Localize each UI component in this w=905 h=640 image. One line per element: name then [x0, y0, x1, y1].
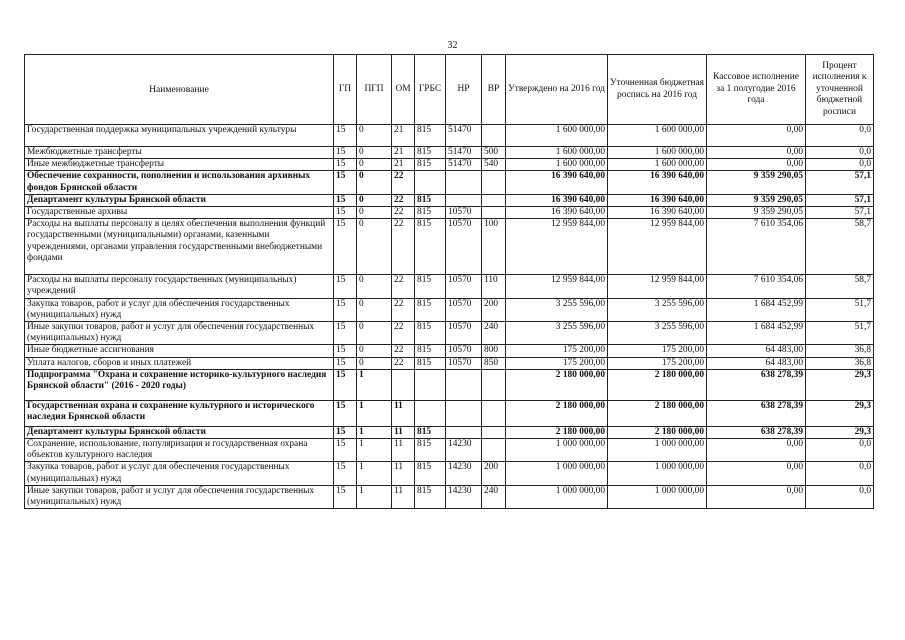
cell-pgp: 0 [357, 159, 392, 171]
cell-refined: 3 255 596,00 [608, 322, 707, 345]
cell-np: 10570 [446, 207, 482, 219]
cell-pgp: 1 [357, 426, 392, 438]
cell-om: 11 [392, 485, 415, 508]
cell-gp: 15 [334, 462, 357, 485]
cell-percent: 57,1 [806, 194, 874, 206]
cell-refined: 2 180 000,00 [608, 400, 707, 426]
cell-np: 10570 [446, 357, 482, 369]
cell-cash: 9 359 290,05 [707, 171, 806, 194]
cell-vr [482, 369, 506, 400]
cell-np: 10570 [446, 345, 482, 357]
cell-pgp: 0 [357, 275, 392, 298]
table-row [25, 345, 874, 357]
cell-percent: 57,1 [806, 207, 874, 219]
cell-percent: 0,0 [806, 147, 874, 159]
cell-gp: 15 [334, 485, 357, 508]
cell-np: 10570 [446, 322, 482, 345]
cell-np [446, 369, 482, 400]
table-row [25, 159, 874, 171]
cell-om: 11 [392, 462, 415, 485]
cell-percent: 0,0 [806, 159, 874, 171]
header-gp: ГП [334, 55, 357, 125]
cell-percent: 0,0 [806, 485, 874, 508]
cell-percent: 29,3 [806, 426, 874, 438]
cell-name: Департамент культуры Брянской области [25, 426, 334, 438]
cell-name: Департамент культуры Брянской области [25, 194, 334, 206]
cell-approved: 175 200,00 [506, 357, 608, 369]
cell-pgp: 0 [357, 147, 392, 159]
cell-name: Закупка товаров, работ и услуг для обеспечения государственных (муниципальных) нужд [25, 462, 334, 485]
cell-approved: 16 390 640,00 [506, 207, 608, 219]
cell-np: 51470 [446, 125, 482, 147]
cell-approved: 12 959 844,00 [506, 275, 608, 298]
cell-refined: 1 000 000,00 [608, 485, 707, 508]
cell-gp: 15 [334, 275, 357, 298]
cell-name: Подпрограмма "Охрана и сохранение историко-культурного наследия Брянской области" (2016 - 2020 годы) [25, 369, 334, 400]
cell-approved: 2 180 000,00 [506, 426, 608, 438]
cell-cash: 9 359 290,05 [707, 207, 806, 219]
header-vr: ВР [482, 55, 506, 125]
cell-name: Государственная охрана и сохранение культурного и исторического наследия Брянской области [25, 400, 334, 426]
cell-refined: 16 390 640,00 [608, 171, 707, 194]
cell-grbs: 815 [415, 125, 446, 147]
cell-np: 14230 [446, 439, 482, 462]
cell-cash: 638 278,39 [707, 369, 806, 400]
cell-vr [482, 400, 506, 426]
cell-cash: 0,00 [707, 125, 806, 147]
cell-om: 22 [392, 322, 415, 345]
header-refined: Уточненная бюджетная роспись на 2016 год [608, 55, 707, 125]
cell-cash: 1 684 452,99 [707, 298, 806, 321]
cell-np: 14230 [446, 485, 482, 508]
cell-refined: 175 200,00 [608, 345, 707, 357]
cell-pgp: 0 [357, 357, 392, 369]
cell-np: 10570 [446, 219, 482, 275]
cell-om: 22 [392, 219, 415, 275]
cell-om: 21 [392, 147, 415, 159]
cell-vr: 100 [482, 219, 506, 275]
cell-grbs: 815 [415, 207, 446, 219]
cell-gp: 15 [334, 219, 357, 275]
cell-cash: 638 278,39 [707, 426, 806, 438]
cell-name: Межбюджетные трансферты [25, 147, 334, 159]
cell-name: Иные бюджетные ассигнования [25, 345, 334, 357]
table-row [25, 462, 874, 485]
cell-grbs: 815 [415, 159, 446, 171]
cell-vr [482, 207, 506, 219]
cell-gp: 15 [334, 357, 357, 369]
cell-gp: 15 [334, 426, 357, 438]
cell-cash: 0,00 [707, 147, 806, 159]
cell-percent: 36,8 [806, 357, 874, 369]
cell-vr [482, 194, 506, 206]
cell-np [446, 426, 482, 438]
cell-cash: 1 684 452,99 [707, 322, 806, 345]
header-approved: Утверждено на 2016 год [506, 55, 608, 125]
cell-gp: 15 [334, 207, 357, 219]
cell-cash: 0,00 [707, 485, 806, 508]
cell-pgp: 1 [357, 400, 392, 426]
cell-pgp: 0 [357, 207, 392, 219]
cell-gp: 15 [334, 194, 357, 206]
cell-gp: 15 [334, 147, 357, 159]
table-row [25, 147, 874, 159]
cell-grbs: 815 [415, 345, 446, 357]
cell-grbs: 815 [415, 357, 446, 369]
cell-pgp: 0 [357, 219, 392, 275]
cell-cash: 7 610 354,06 [707, 219, 806, 275]
cell-name: Уплата налогов, сборов и иных платежей [25, 357, 334, 369]
cell-grbs [415, 400, 446, 426]
cell-grbs: 815 [415, 439, 446, 462]
cell-om: 22 [392, 207, 415, 219]
cell-grbs [415, 171, 446, 194]
cell-gp: 15 [334, 400, 357, 426]
cell-name: Обеспечение сохранности, пополнения и использования архивных фондов Брянской области [25, 171, 334, 194]
header-om: ОМ [392, 55, 415, 125]
cell-pgp: 1 [357, 462, 392, 485]
cell-approved: 3 255 596,00 [506, 298, 608, 321]
cell-cash: 9 359 290,05 [707, 194, 806, 206]
cell-om: 22 [392, 275, 415, 298]
cell-approved: 1 000 000,00 [506, 462, 608, 485]
cell-refined: 12 959 844,00 [608, 275, 707, 298]
cell-pgp: 1 [357, 369, 392, 400]
header-row [25, 55, 874, 125]
header-name: Наименование [25, 55, 334, 125]
cell-refined: 1 000 000,00 [608, 439, 707, 462]
cell-percent: 29,3 [806, 400, 874, 426]
cell-refined: 16 390 640,00 [608, 194, 707, 206]
cell-np [446, 171, 482, 194]
cell-vr: 240 [482, 322, 506, 345]
cell-om: 21 [392, 159, 415, 171]
cell-np: 51470 [446, 159, 482, 171]
table-row [25, 194, 874, 206]
cell-om: 11 [392, 439, 415, 462]
cell-refined: 1 600 000,00 [608, 125, 707, 147]
cell-gp: 15 [334, 298, 357, 321]
cell-vr: 500 [482, 147, 506, 159]
cell-name: Иные межбюджетные трансферты [25, 159, 334, 171]
cell-vr [482, 125, 506, 147]
cell-name: Закупка товаров, работ и услуг для обеспечения государственных (муниципальных) нужд [25, 298, 334, 321]
header-cash: Кассовое исполнение за 1 полугодие 2016 года [707, 55, 806, 125]
cell-om: 22 [392, 171, 415, 194]
cell-pgp: 0 [357, 171, 392, 194]
cell-om: 11 [392, 400, 415, 426]
cell-cash: 0,00 [707, 462, 806, 485]
cell-vr: 110 [482, 275, 506, 298]
table-row [25, 400, 874, 426]
cell-om: 22 [392, 345, 415, 357]
cell-om: 22 [392, 357, 415, 369]
cell-pgp: 0 [357, 345, 392, 357]
cell-vr [482, 171, 506, 194]
cell-cash: 7 610 354,06 [707, 275, 806, 298]
table-row [25, 426, 874, 438]
cell-np: 51470 [446, 147, 482, 159]
cell-np: 10570 [446, 298, 482, 321]
cell-vr [482, 426, 506, 438]
cell-vr: 850 [482, 357, 506, 369]
cell-name: Государственные архивы [25, 207, 334, 219]
cell-gp: 15 [334, 345, 357, 357]
cell-pgp: 1 [357, 485, 392, 508]
cell-gp: 15 [334, 322, 357, 345]
cell-approved: 175 200,00 [506, 345, 608, 357]
cell-approved: 3 255 596,00 [506, 322, 608, 345]
cell-name: Расходы на выплаты персоналу в целях обеспечения выполнения функций государственными (муниципальными) органами, казенными учреждениями, органами управления государственными внебюджетными фондами [25, 219, 334, 275]
cell-cash: 0,00 [707, 159, 806, 171]
cell-approved: 1 600 000,00 [506, 147, 608, 159]
cell-percent: 0,0 [806, 462, 874, 485]
cell-approved: 1 600 000,00 [506, 159, 608, 171]
cell-refined: 2 180 000,00 [608, 369, 707, 400]
cell-percent: 51,7 [806, 322, 874, 345]
cell-grbs: 815 [415, 219, 446, 275]
cell-cash: 64 483,00 [707, 357, 806, 369]
cell-vr: 200 [482, 298, 506, 321]
cell-percent: 58,7 [806, 219, 874, 275]
page-number: 32 [447, 40, 458, 51]
cell-name: Иные закупки товаров, работ и услуг для обеспечения государственных (муниципальных) нужд [25, 485, 334, 508]
table-row [25, 275, 874, 298]
cell-om: 11 [392, 426, 415, 438]
cell-percent: 0,0 [806, 125, 874, 147]
cell-om: 22 [392, 194, 415, 206]
cell-approved: 2 180 000,00 [506, 369, 608, 400]
cell-om [392, 369, 415, 400]
cell-approved: 12 959 844,00 [506, 219, 608, 275]
header-pgp: ПГП [357, 55, 392, 125]
cell-name: Сохранение, использование, популяризация и государственная охрана объектов культурного наследия [25, 439, 334, 462]
cell-approved: 16 390 640,00 [506, 171, 608, 194]
table-row [25, 171, 874, 194]
cell-pgp: 0 [357, 298, 392, 321]
cell-percent: 58,7 [806, 275, 874, 298]
cell-approved: 1 000 000,00 [506, 485, 608, 508]
cell-pgp: 0 [357, 194, 392, 206]
cell-refined: 16 390 640,00 [608, 207, 707, 219]
cell-pgp: 0 [357, 322, 392, 345]
cell-om: 22 [392, 298, 415, 321]
cell-grbs: 815 [415, 147, 446, 159]
cell-grbs: 815 [415, 485, 446, 508]
table-row [25, 322, 874, 345]
cell-grbs: 815 [415, 275, 446, 298]
cell-refined: 1 600 000,00 [608, 159, 707, 171]
cell-gp: 15 [334, 439, 357, 462]
cell-refined: 1 000 000,00 [608, 462, 707, 485]
cell-approved: 16 390 640,00 [506, 194, 608, 206]
cell-vr [482, 439, 506, 462]
cell-vr: 800 [482, 345, 506, 357]
cell-cash: 64 483,00 [707, 345, 806, 357]
cell-refined: 3 255 596,00 [608, 298, 707, 321]
table-row [25, 207, 874, 219]
cell-refined: 1 600 000,00 [608, 147, 707, 159]
cell-percent: 36,8 [806, 345, 874, 357]
header-np: НР [446, 55, 482, 125]
cell-approved: 2 180 000,00 [506, 400, 608, 426]
table-row [25, 369, 874, 400]
table-row [25, 219, 874, 275]
cell-om: 21 [392, 125, 415, 147]
cell-gp: 15 [334, 125, 357, 147]
cell-grbs: 815 [415, 322, 446, 345]
cell-grbs: 815 [415, 426, 446, 438]
cell-np: 14230 [446, 462, 482, 485]
cell-cash: 0,00 [707, 439, 806, 462]
cell-vr: 240 [482, 485, 506, 508]
cell-grbs: 815 [415, 462, 446, 485]
cell-pgp: 0 [357, 125, 392, 147]
cell-percent: 0,0 [806, 439, 874, 462]
budget-table [24, 54, 874, 509]
cell-refined: 175 200,00 [608, 357, 707, 369]
cell-name: Расходы на выплаты персоналу государственных (муниципальных) учреждений [25, 275, 334, 298]
cell-vr: 200 [482, 462, 506, 485]
table-row [25, 439, 874, 462]
cell-approved: 1 600 000,00 [506, 125, 608, 147]
cell-percent: 29,3 [806, 369, 874, 400]
cell-name: Иные закупки товаров, работ и услуг для обеспечения государственных (муниципальных) нужд [25, 322, 334, 345]
cell-grbs: 815 [415, 194, 446, 206]
cell-grbs [415, 369, 446, 400]
cell-refined: 12 959 844,00 [608, 219, 707, 275]
cell-gp: 15 [334, 159, 357, 171]
cell-approved: 1 000 000,00 [506, 439, 608, 462]
cell-np: 10570 [446, 275, 482, 298]
cell-np [446, 400, 482, 426]
cell-gp: 15 [334, 171, 357, 194]
table-row [25, 298, 874, 321]
table-row [25, 357, 874, 369]
header-grbs: ГРБС [415, 55, 446, 125]
header-percent: Процент исполнения к уточненной бюджетной росписи [806, 55, 874, 125]
table-row [25, 125, 874, 147]
table-row [25, 485, 874, 508]
cell-pgp: 1 [357, 439, 392, 462]
cell-percent: 51,7 [806, 298, 874, 321]
cell-vr: 540 [482, 159, 506, 171]
cell-grbs: 815 [415, 298, 446, 321]
cell-name: Государственная поддержка муниципальных учреждений культуры [25, 125, 334, 147]
cell-percent: 57,1 [806, 171, 874, 194]
cell-refined: 2 180 000,00 [608, 426, 707, 438]
cell-cash: 638 278,39 [707, 400, 806, 426]
cell-gp: 15 [334, 369, 357, 400]
cell-np [446, 194, 482, 206]
